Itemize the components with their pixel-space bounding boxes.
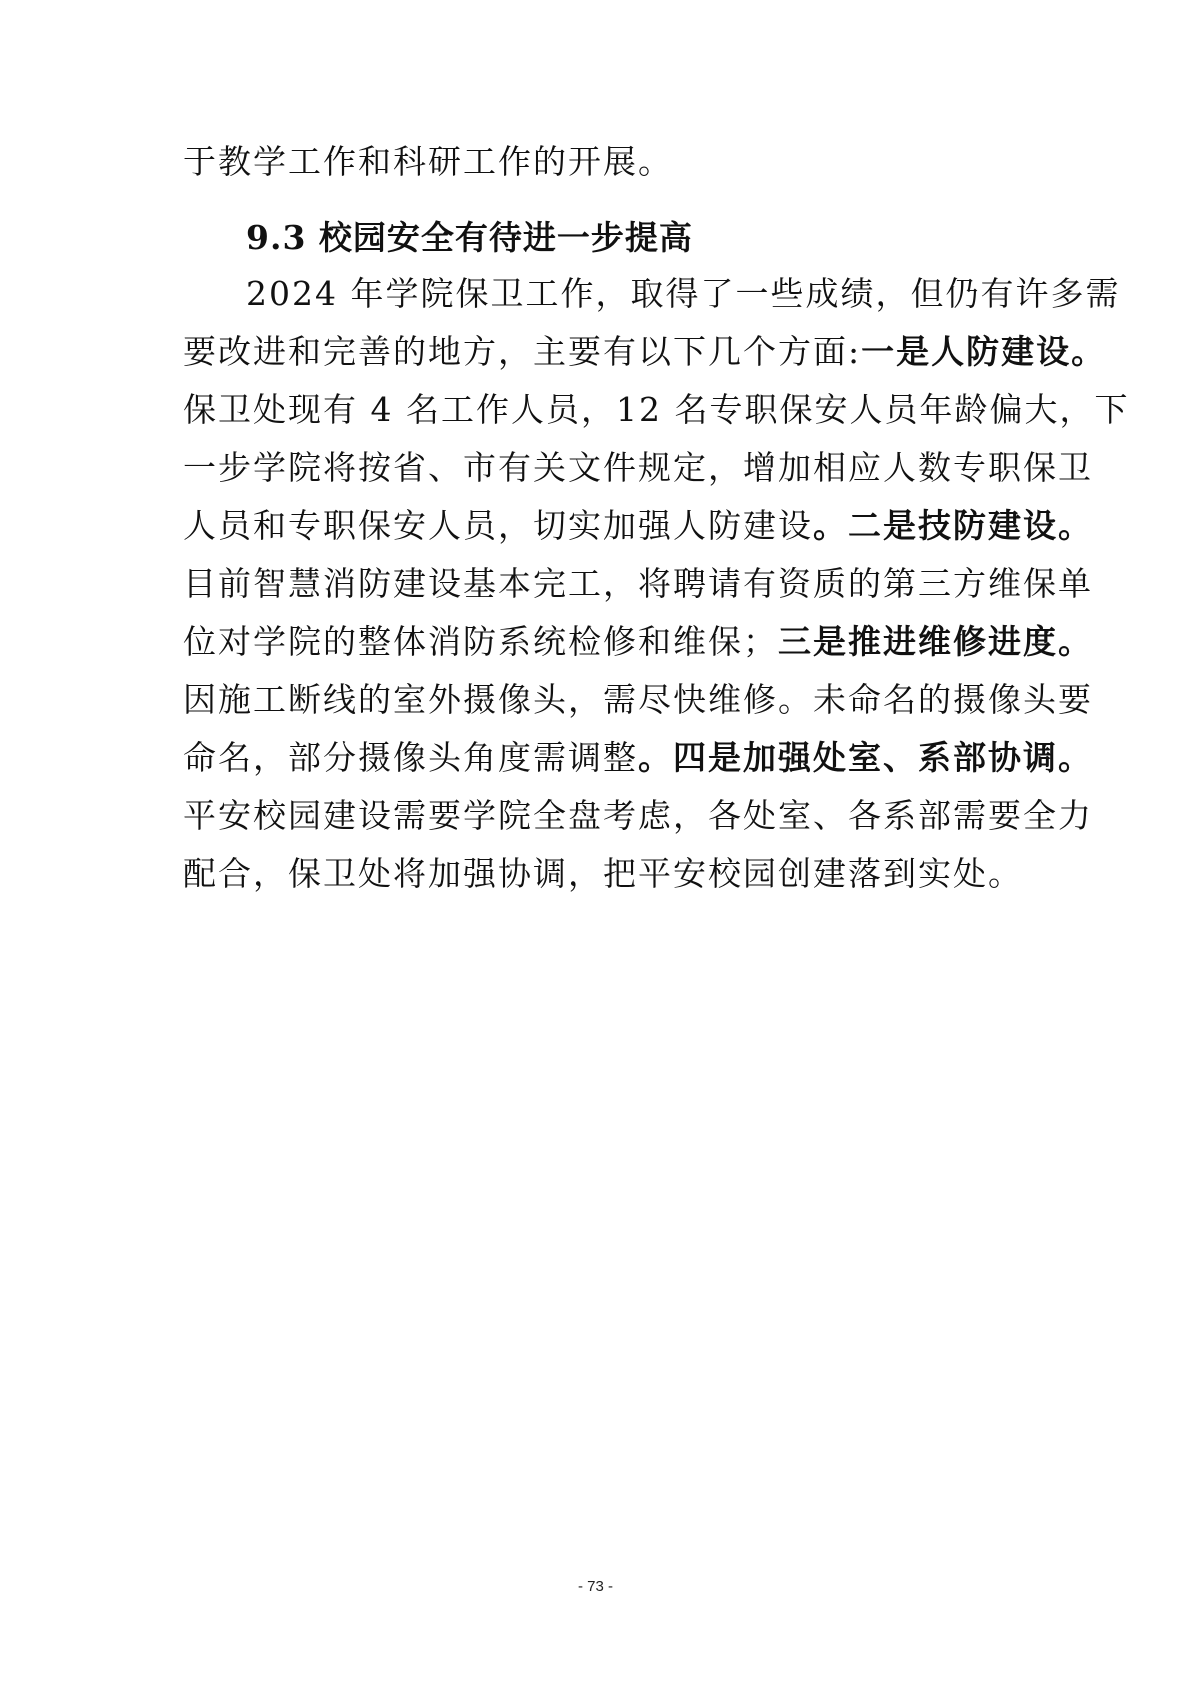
page-number: - 73 - xyxy=(577,1578,613,1595)
paragraph-line xyxy=(183,448,1093,488)
line-text: 配合，保卫处将加强协调，把平安校园创建落到实处。 xyxy=(183,854,1023,893)
paragraph-line xyxy=(183,142,1013,182)
paragraph-line xyxy=(183,390,1130,430)
line-text: 目前智慧消防建设基本完工，将聘请有资质的第三方维保单 xyxy=(183,564,1093,603)
emphasis-text: 。四是加强处室、系部协调。 xyxy=(638,738,1093,777)
paragraph-line xyxy=(183,564,1093,604)
line-text: 因施工断线的室外摄像头，需尽快维修。未命名的摄像头要 xyxy=(183,680,1093,719)
emphasis-text: 。二是技防建设。 xyxy=(813,506,1093,545)
paragraph-line xyxy=(183,680,1093,720)
line-text: 2024 年学院保卫工作，取得了一些成绩，但仍有许多需 xyxy=(246,274,1121,313)
line-text: 命名，部分摄像头角度需调整 xyxy=(183,738,638,777)
paragraph-line xyxy=(183,738,1093,778)
line-text: 平安校园建设需要学院全盘考虑，各处室、各系部需要全力 xyxy=(183,796,1093,835)
paragraph-line xyxy=(183,506,1093,546)
paragraph-line xyxy=(183,854,1023,894)
emphasis-text: 三是推进维修进度。 xyxy=(778,622,1093,661)
line-text: 于教学工作和科研工作的开展。 xyxy=(183,142,673,181)
paragraph-line xyxy=(183,622,1093,662)
line-text: 位对学院的整体消防系统检修和维保； xyxy=(183,622,778,661)
line-text: 保卫处现有 4 名工作人员，12 名专职保安人员年龄偏大，下 xyxy=(183,390,1130,429)
line-text: 人员和专职保安人员，切实加强人防建设 xyxy=(183,506,813,545)
line-text: 一步学院将按省、市有关文件规定，增加相应人数专职保卫 xyxy=(183,448,1093,487)
paragraph-line xyxy=(246,274,1121,314)
paragraph-line xyxy=(183,796,1093,836)
section-heading: 9.3 校园安全有待进一步提高 xyxy=(246,218,693,257)
emphasis-text: 一是人防建设。 xyxy=(861,332,1107,371)
line-text: 要改进和完善的地方，主要有以下几个方面: xyxy=(183,332,862,371)
paragraph-line xyxy=(183,332,1107,372)
